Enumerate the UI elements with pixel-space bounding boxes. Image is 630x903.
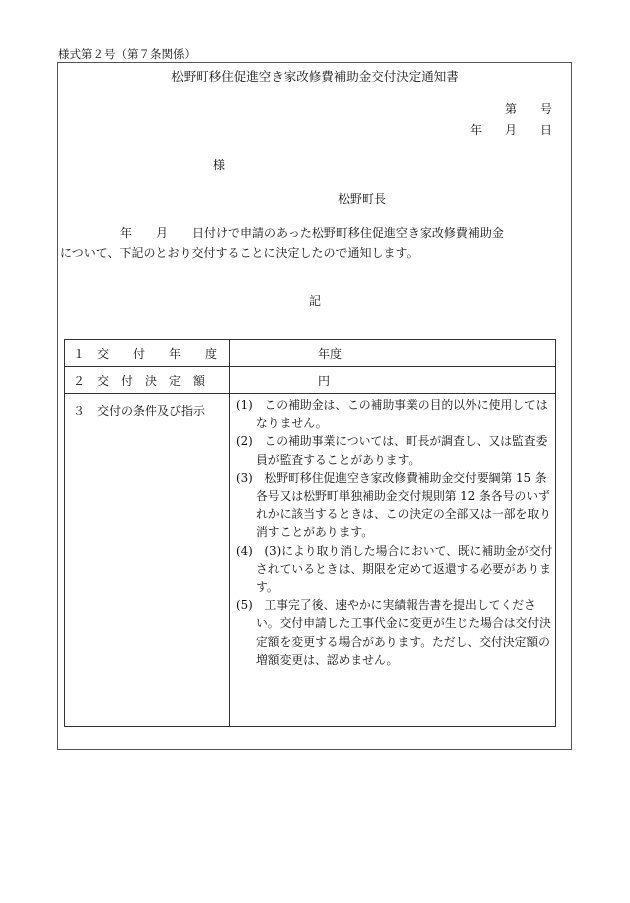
conditions-label: ３ 交付の条件及び指示 bbox=[73, 404, 206, 418]
decision-table bbox=[64, 339, 556, 727]
conditions-label-cell bbox=[65, 394, 230, 727]
table-row-amount bbox=[65, 367, 556, 394]
fiscal-year-value: 年度 bbox=[230, 340, 556, 367]
form-number-label: 様式第２号（第７条関係） bbox=[58, 47, 196, 61]
fiscal-year-label-cell bbox=[65, 340, 230, 367]
conditions-cell bbox=[230, 394, 556, 727]
condition-item-2: (2) この補助事業については、町長が調査し、又は監査委員が監査することがあります。 bbox=[236, 434, 548, 467]
condition-item-5: (5) 工事完了後、速やかに実績報告書を提出してください。交付申請した工事代金に変更が生じた場合は交付決定額を変更する場合があります。ただし、交付決定額の増額変更は、認めません。 bbox=[236, 598, 551, 667]
document-number-line: 第 号 bbox=[504, 102, 552, 116]
table-row-conditions bbox=[65, 394, 556, 727]
addressee-label: 様 bbox=[213, 158, 226, 172]
condition-item-4: (4) (3)により取り消した場合において、既に補助金が交付されているときは、期限を定めて返還する必要があります。 bbox=[236, 543, 553, 595]
ki-heading: 記 bbox=[308, 294, 321, 308]
body-text-line-2: について、下記のとおり交付することに決定したので通知します。 bbox=[60, 246, 419, 260]
table-row-fiscal-year bbox=[65, 340, 556, 367]
amount-value: 円 bbox=[230, 367, 556, 394]
issuer-name: 松野町長 bbox=[338, 192, 387, 206]
document-title: 松野町移住促進空き家改修費補助金交付決定通知書 bbox=[171, 69, 459, 84]
condition-item-3: (3) 松野町移住促進空き家改修費補助金交付要綱第 15 条各号又は松野町単独補助金交付規則第 12 条各号のいずれかに該当するときは、この決定の全部又は一部を取り消すことがあります。 bbox=[236, 470, 551, 540]
amount-label: ２ 交 付 決 定 額 bbox=[73, 373, 206, 388]
body-text-line-1: 年 月 日付けで申請のあった松野町移住促進空き家改修費補助金 bbox=[120, 226, 504, 240]
condition-item-1: (1) この補助金は、この補助事業の目的以外に使用してはなりません。 bbox=[236, 398, 548, 431]
document-date-line: 年 月 日 bbox=[469, 123, 552, 137]
fiscal-year-label: １ 交 付 年 度 bbox=[73, 346, 218, 361]
amount-label-cell bbox=[65, 367, 230, 394]
